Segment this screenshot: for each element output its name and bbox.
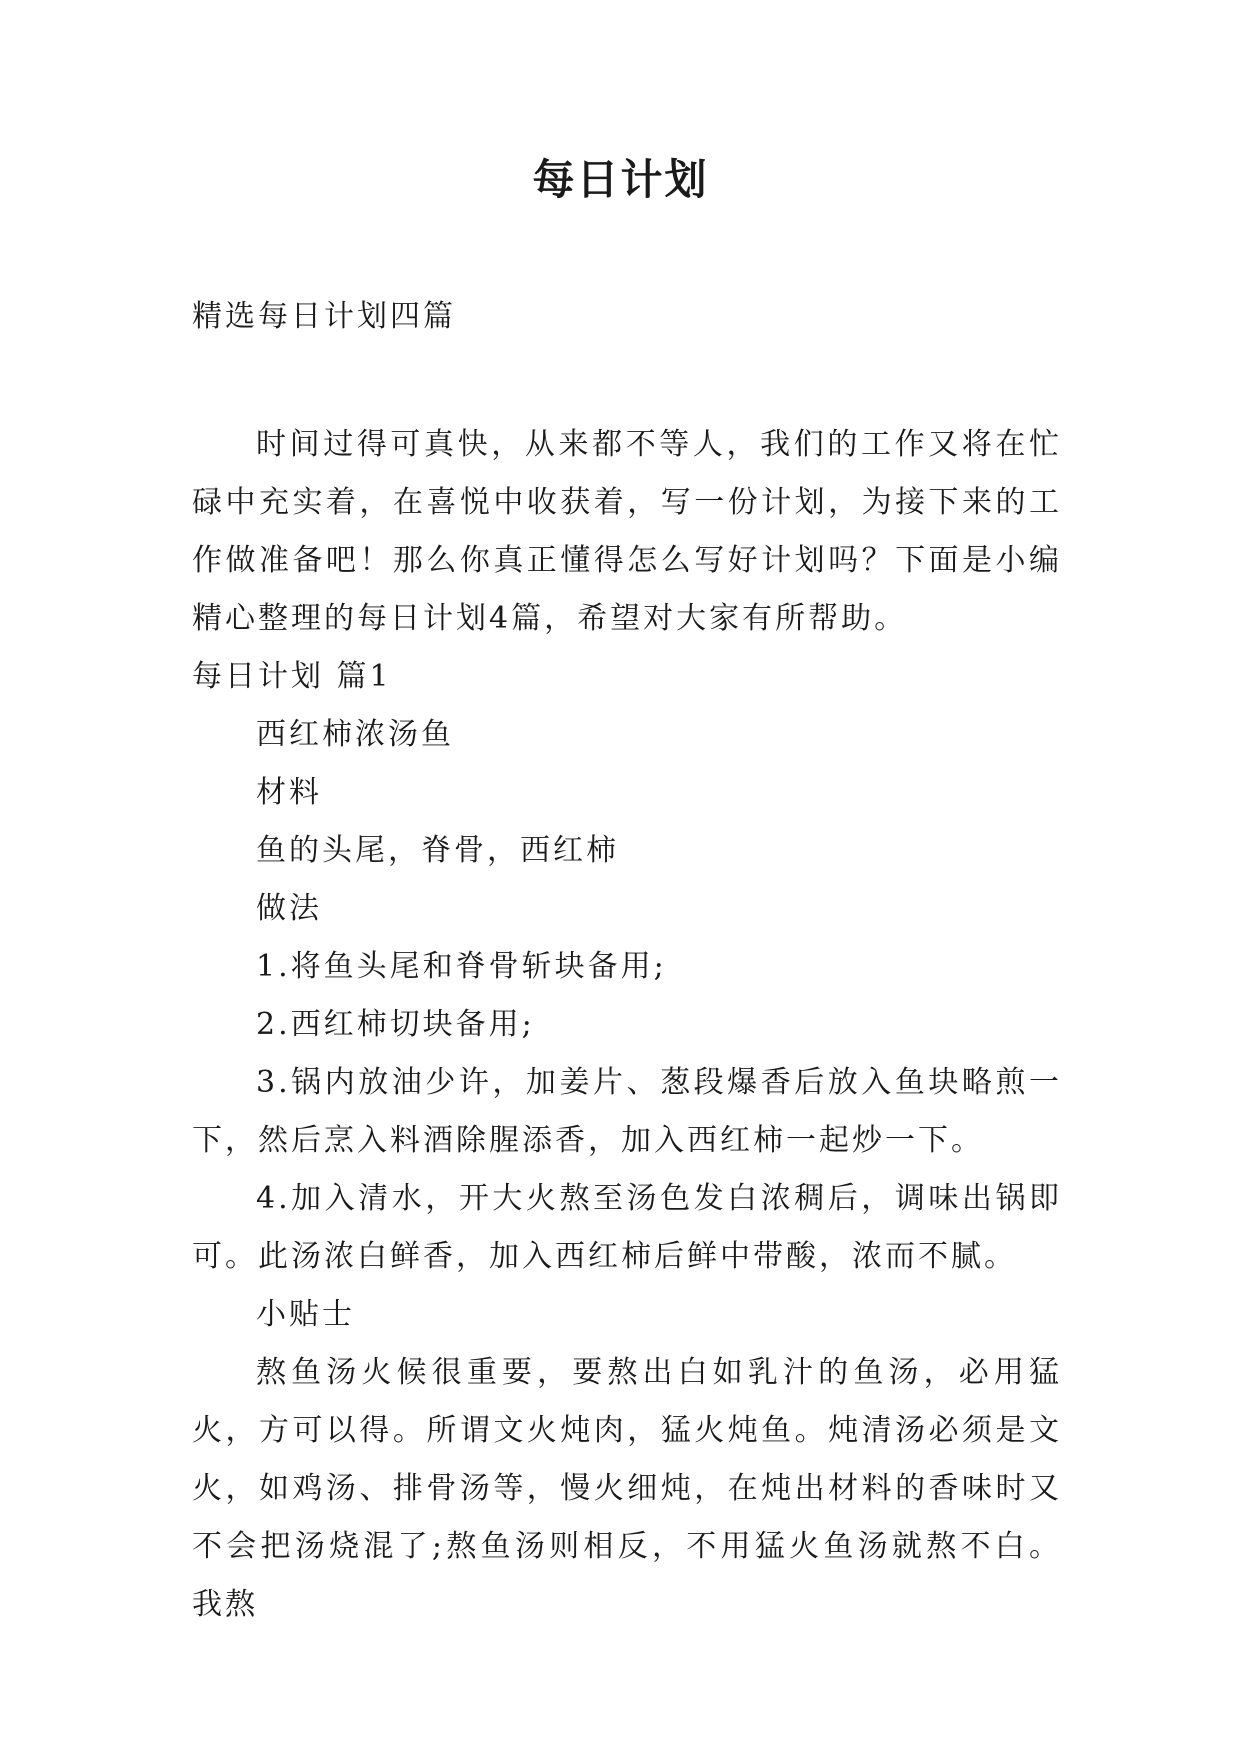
intro-paragraph: 时间过得可真快，从来都不等人，我们的工作又将在忙碌中充实着，在喜悦中收获着，写一份计划，为接下来的工作做准备吧！那么你真正懂得怎么写好计划吗？下面是小编精心整理的每日计划4篇，希望对大家有所帮助。	[192, 427, 1062, 636]
section-heading: 每日计划 篇1	[192, 659, 392, 694]
method-step-3: 3.锅内放油少许，加姜片、葱段爆香后放入鱼块略煎一下，然后烹入料酒除腥添香，加入西红柿一起炒一下。	[192, 1065, 1062, 1158]
method-step-1: 1.将鱼头尾和脊骨斩块备用;	[256, 949, 667, 984]
dish-name: 西红柿浓汤鱼	[256, 717, 454, 752]
tips-paragraph: 熬鱼汤火候很重要，要熬出白如乳汁的鱼汤，必用猛火，方可以得。所谓文火炖肉，猛火炖鱼。炖清汤必须是文火，如鸡汤、排骨汤等，慢火细炖，在炖出材料的香味时又不会把汤烧混了;熬鱼汤则相反，不用猛火鱼汤就熬不白。我熬	[192, 1355, 1062, 1622]
tips-label: 小贴士	[256, 1297, 355, 1332]
document-body	[192, 288, 1062, 1634]
document-title: 每日计划	[532, 155, 709, 204]
method-label: 做法	[256, 891, 322, 926]
method-step-2: 2.西红柿切块备用;	[256, 1007, 535, 1042]
document-subtitle: 精选每日计划四篇	[192, 299, 456, 334]
materials-list: 鱼的头尾，脊骨，西红柿	[256, 833, 619, 868]
materials-label: 材料	[256, 775, 322, 810]
method-step-4: 4.加入清水，开大火熬至汤色发白浓稠后，调味出锅即可。此汤浓白鲜香，加入西红柿后鲜中带酸，浓而不腻。	[192, 1181, 1062, 1274]
